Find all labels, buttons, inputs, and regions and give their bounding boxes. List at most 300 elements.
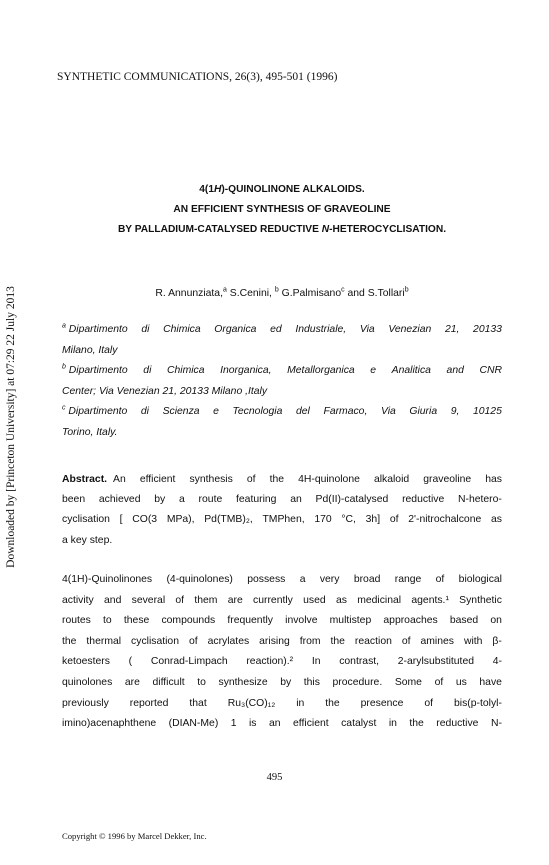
word-text: range: [394, 574, 422, 585]
text-word: [464, 632, 482, 653]
author-name: G.Palmisano: [278, 288, 342, 299]
text-word: [151, 652, 228, 673]
text-word: [408, 510, 481, 530]
text-word: [290, 490, 302, 510]
affiliation-text: 20133: [473, 324, 502, 335]
affiliation-line: Milano, Italy: [62, 344, 118, 356]
text-word: [402, 490, 444, 510]
word-text: compounds: [161, 615, 216, 627]
title-line-3: [62, 220, 502, 240]
text-word: [62, 611, 91, 632]
affiliation-mark: a: [62, 322, 66, 330]
affiliation-word: [213, 402, 219, 423]
word-text: from: [299, 635, 321, 647]
author-mark: b: [274, 286, 279, 294]
word-text: with: [463, 635, 483, 647]
word-text: arising: [259, 635, 290, 647]
word-text: agents.¹: [411, 594, 449, 606]
word-text: ketoesters: [62, 656, 110, 668]
word-text: frequently: [227, 615, 273, 627]
word-text: are: [124, 676, 140, 688]
text-word: [199, 490, 223, 510]
affiliation-text: and: [446, 365, 464, 376]
word-text: acrylates: [207, 635, 250, 647]
author-mark: b: [404, 286, 409, 294]
word-text: procedure.: [332, 676, 383, 688]
affiliation-text: Via: [380, 406, 396, 417]
text-word: [231, 714, 237, 735]
text-word: [357, 591, 401, 612]
word-text: MPa),: [166, 514, 195, 526]
word-text: 1: [230, 718, 237, 730]
text-word: [333, 673, 383, 694]
word-text: catalyst: [341, 718, 377, 730]
affiliation-text: Industriale,: [295, 324, 347, 335]
title-italic: H: [214, 184, 222, 195]
word-text: [: [119, 514, 123, 526]
word-text: of: [401, 635, 411, 647]
word-text: biological: [458, 574, 502, 585]
affiliation-text: Analitica: [391, 365, 431, 376]
word-text: currently: [253, 594, 293, 606]
word-text: bis(p-tolyl-: [453, 697, 502, 709]
affiliation-word: [295, 320, 346, 341]
word-text: thermal: [86, 635, 122, 647]
word-text: efficient: [139, 474, 176, 485]
word-text: achieved: [98, 494, 141, 506]
text-word: [339, 652, 379, 673]
word-text: difficult: [152, 676, 185, 688]
word-text: have: [479, 676, 502, 688]
text-word: [249, 714, 257, 735]
word-text: possess: [247, 574, 286, 585]
word-text: routes: [62, 615, 91, 627]
text-word: [228, 591, 243, 612]
word-text: very: [319, 574, 340, 585]
affiliation-text: Dipartimento: [68, 406, 128, 417]
abstract: [62, 470, 502, 551]
word-text: activity: [62, 594, 94, 606]
affiliation-text: di: [141, 324, 150, 335]
text-word: [99, 490, 141, 510]
text-word: [236, 490, 276, 510]
author-name: S.Cenini,: [226, 288, 275, 299]
text-word: [436, 570, 445, 591]
affiliation-word: [270, 320, 282, 341]
text-word: [325, 694, 339, 715]
word-text: of: [434, 676, 444, 688]
word-text: are: [227, 594, 243, 606]
text-word: [316, 490, 389, 510]
affiliation-word: [163, 320, 201, 341]
affiliation-text: 9,: [450, 406, 460, 417]
text-word: [204, 510, 252, 530]
text-word: [219, 673, 268, 694]
affiliation-word: [141, 402, 149, 423]
affiliation-word: [163, 402, 200, 423]
affiliation-word: [370, 361, 376, 382]
word-text: multistep: [329, 615, 372, 627]
text-word: [341, 510, 356, 530]
body-line: [62, 591, 502, 612]
abstract-line-4: a key step.: [62, 534, 113, 546]
body-line: [62, 714, 502, 735]
word-text: of: [246, 474, 256, 485]
word-text: 4H-quinolone: [298, 474, 360, 485]
body-line: [62, 694, 502, 715]
affiliation-text: Organica: [214, 324, 257, 335]
title-italic: N: [321, 224, 330, 235]
text-word: [366, 510, 380, 530]
affiliation-word: [451, 402, 460, 423]
affiliation-line: [62, 361, 502, 382]
text-word: [197, 673, 206, 694]
affiliation-text: Inorganica,: [220, 365, 272, 376]
affiliation-word: [473, 320, 502, 341]
word-text: route: [198, 494, 223, 506]
affiliation-line: Torino, Italy.: [62, 426, 118, 438]
text-word: [459, 570, 502, 591]
affiliation-mark: c: [62, 404, 66, 412]
word-text: an: [268, 718, 281, 730]
affiliation-text: Giuria: [409, 406, 438, 417]
text-word: [424, 694, 433, 715]
text-word: [374, 470, 409, 490]
text-word: [154, 490, 165, 510]
word-text: 2-arylsubstituted: [397, 656, 475, 668]
word-text: 3h]: [365, 514, 381, 526]
text-word: [293, 714, 329, 735]
word-text: by: [154, 494, 166, 506]
affiliation-word: [473, 402, 502, 423]
affiliation-text: e: [370, 365, 377, 376]
text-word: [454, 694, 502, 715]
word-text: been: [62, 494, 86, 506]
affiliation-line: [62, 402, 502, 423]
word-text: 4(1H)-Quinolinones: [62, 574, 153, 585]
author-list: [62, 288, 502, 299]
text-word: [175, 591, 184, 612]
text-word: [300, 570, 306, 591]
affiliation-text: del: [296, 406, 310, 417]
affiliation-text: 21,: [444, 324, 460, 335]
word-text: Some: [394, 676, 422, 688]
word-text: of: [175, 594, 185, 606]
text-word: [194, 591, 217, 612]
text-word: [492, 632, 501, 653]
text-word: [320, 570, 340, 591]
word-text: to: [103, 615, 112, 627]
text-word: [62, 652, 110, 673]
text-word: [62, 510, 110, 530]
text-word: [270, 470, 284, 490]
text-word: [132, 591, 166, 612]
text-word: [341, 714, 376, 735]
text-word: [129, 652, 132, 673]
text-word: [189, 694, 206, 715]
affiliation-text: Venezian: [388, 324, 432, 335]
word-text: In: [311, 656, 321, 668]
word-text: involve: [285, 615, 318, 627]
text-word: [458, 490, 502, 510]
text-word: [62, 694, 109, 715]
word-text: broad: [353, 574, 381, 585]
affiliation-text: Farmaco,: [323, 406, 368, 417]
body-paragraph: [62, 570, 502, 735]
body-line: [62, 673, 502, 694]
text-word: [409, 714, 423, 735]
word-text: β-: [492, 635, 502, 647]
text-word: [124, 611, 149, 632]
title-text: BY PALLADIUM-CATALYSED REDUCTIVE: [117, 224, 322, 235]
text-word: [132, 510, 157, 530]
text-word: [456, 673, 467, 694]
affiliation-line: [62, 320, 502, 341]
word-text: CO(3: [132, 514, 158, 526]
text-word: [383, 611, 437, 632]
download-notice-text: Downloaded by [Princeton University] at 07:29 22 July 2013: [4, 286, 17, 568]
text-word: [125, 673, 140, 694]
affiliation-word: [62, 361, 128, 382]
affiliation-text: Dipartimento: [68, 324, 128, 335]
word-text: Synthetic: [459, 594, 502, 606]
affiliation-text: Via: [359, 324, 375, 335]
word-text: 170: [314, 514, 332, 526]
word-text: contrast,: [339, 656, 380, 668]
title-text: )-QUINOLINONE ALKALOIDS.: [221, 184, 365, 195]
word-text: reductive: [436, 718, 479, 730]
word-text: a: [299, 574, 306, 585]
word-text: cyclisation: [62, 514, 110, 526]
affiliation-word: [143, 361, 151, 382]
text-word: [169, 714, 219, 735]
text-word: [62, 591, 94, 612]
copyright-notice: Copyright © 1996 by Marcel Dekker, Inc.: [62, 831, 207, 841]
word-text: efficient: [293, 718, 329, 730]
affiliation-word: [392, 361, 431, 382]
affiliation-word: [287, 361, 355, 382]
text-word: [189, 632, 198, 653]
word-text: them: [194, 594, 218, 606]
abstract-heading: Abstract.: [62, 474, 108, 485]
text-word: [436, 714, 478, 735]
affiliation-word: [62, 320, 128, 341]
affiliation-text: Tecnologia: [232, 406, 283, 417]
text-word: [398, 652, 474, 673]
word-text: cyclisation: [131, 635, 179, 647]
text-word: [130, 694, 169, 715]
word-text: previously: [62, 697, 109, 709]
affiliation-word: [296, 402, 310, 423]
text-word: [62, 490, 85, 510]
affiliation-word: [381, 402, 396, 423]
word-text: Pd(TMB)₂,: [204, 514, 253, 526]
word-text: the: [325, 697, 340, 709]
text-word: [179, 490, 185, 510]
text-word: [166, 570, 232, 591]
word-text: that: [189, 697, 207, 709]
word-text: featuring: [236, 494, 277, 506]
text-word: [300, 632, 321, 653]
text-word: [493, 652, 502, 673]
affiliation-text: Chimica: [166, 365, 205, 376]
word-text: synthesis: [189, 474, 233, 485]
word-text: (4-quinolones): [166, 574, 233, 585]
word-text: amines: [420, 635, 454, 647]
text-word: [402, 632, 411, 653]
word-text: several: [131, 594, 166, 606]
text-word: [62, 714, 156, 735]
text-word: [247, 470, 256, 490]
affiliation-word: [447, 361, 464, 382]
abstract-line-1: [62, 470, 502, 490]
text-word: [208, 632, 250, 653]
affiliation-word: [62, 402, 127, 423]
affiliation-word: [388, 320, 431, 341]
word-text: (: [128, 656, 133, 668]
text-word: [246, 652, 293, 673]
text-word: [62, 470, 126, 490]
word-text: of: [424, 697, 434, 709]
text-word: [361, 694, 404, 715]
affiliation-word: [445, 320, 459, 341]
word-text: N-hetero-: [458, 494, 502, 506]
title-line-1: [62, 180, 502, 200]
text-word: [259, 632, 290, 653]
text-word: [86, 632, 121, 653]
body-line: [62, 632, 502, 653]
text-word: [227, 611, 273, 632]
word-text: medicinal: [357, 594, 402, 606]
text-word: [420, 632, 454, 653]
text-word: [491, 510, 502, 530]
word-text: °C,: [341, 514, 356, 526]
word-text: a: [179, 494, 185, 506]
text-word: [269, 714, 281, 735]
word-text: of: [389, 514, 399, 526]
text-word: [423, 470, 471, 490]
word-text: approaches: [383, 615, 438, 627]
affiliation-text: e: [213, 406, 219, 417]
affiliation-word: [323, 402, 367, 423]
word-text: Ru₃(CO)₁₂: [227, 697, 276, 709]
text-word: [104, 591, 121, 612]
word-text: synthesize: [218, 676, 268, 688]
text-word: [103, 611, 112, 632]
word-text: (DIAN-Me): [168, 718, 219, 730]
text-word: [189, 470, 232, 490]
word-text: the: [269, 474, 285, 485]
text-word: [411, 591, 449, 612]
article-title: [62, 180, 502, 240]
text-word: [390, 510, 399, 530]
text-word: [62, 570, 152, 591]
body-line: [62, 570, 502, 591]
word-text: 4-: [492, 656, 502, 668]
affiliation-word: [479, 361, 502, 382]
word-text: reaction: [354, 635, 392, 647]
affiliation-text: Metallorganica: [287, 365, 355, 376]
text-word: [312, 652, 321, 673]
word-text: in: [388, 718, 397, 730]
text-word: [280, 673, 291, 694]
author-mark: a: [222, 286, 227, 294]
word-text: quinolones: [62, 676, 113, 688]
text-word: [355, 632, 392, 653]
text-word: [161, 611, 215, 632]
text-word: [330, 632, 344, 653]
word-text: these: [123, 615, 150, 627]
word-text: presence: [360, 697, 404, 709]
text-word: [395, 570, 422, 591]
text-word: [479, 673, 502, 694]
word-text: of: [188, 635, 198, 647]
title-text: -HETEROCYCLISATION.: [329, 224, 447, 235]
abstract-line-3: [62, 510, 502, 530]
word-text: and: [104, 594, 122, 606]
affiliation-word: [214, 320, 256, 341]
text-word: [450, 611, 478, 632]
download-notice: [2, 258, 19, 596]
text-word: [285, 611, 317, 632]
word-text: the: [409, 718, 424, 730]
affiliation-word: [220, 361, 271, 382]
word-text: An: [113, 474, 126, 485]
title-line-2: AN EFFICIENT SYNTHESIS OF GRAVEOLINE: [173, 204, 391, 215]
title-text: 4(1: [199, 184, 214, 195]
text-word: [303, 591, 326, 612]
text-word: [228, 694, 276, 715]
text-word: [62, 632, 76, 653]
affiliation-word: [141, 320, 149, 341]
affiliation-word: [167, 361, 205, 382]
text-word: [395, 673, 422, 694]
word-text: Pd(II)-catalysed: [315, 494, 389, 506]
word-text: as: [490, 514, 502, 526]
word-text: to: [197, 676, 206, 688]
text-word: [435, 673, 444, 694]
word-text: has: [485, 474, 502, 485]
word-text: this: [303, 676, 320, 688]
text-word: [354, 570, 381, 591]
text-word: [296, 694, 304, 715]
word-text: reported: [129, 697, 169, 709]
body-line: [62, 652, 502, 673]
page-number: 495: [266, 772, 283, 783]
text-word: [262, 510, 304, 530]
affiliation-line: Center; Via Venezian 21, 20133 Milano ,Italy: [62, 385, 268, 397]
text-word: [491, 714, 502, 735]
text-word: [330, 611, 372, 632]
word-text: of: [435, 574, 445, 585]
affiliation-text: di: [143, 365, 152, 376]
affiliation-word: [233, 402, 283, 423]
word-text: imino)acenaphthene: [62, 718, 157, 730]
word-text: reaction).²: [246, 656, 294, 668]
text-word: [247, 570, 285, 591]
affiliation-text: 10125: [472, 406, 502, 417]
text-word: [167, 510, 195, 530]
affiliation-text: ed: [270, 324, 282, 335]
affiliation-text: Chimica: [163, 324, 201, 335]
affiliation-text: CNR: [479, 365, 502, 376]
word-text: as: [335, 594, 347, 606]
author-name: R. Annunziata,: [155, 288, 223, 299]
body-line: [62, 611, 502, 632]
text-word: [253, 591, 293, 612]
text-word: [490, 611, 502, 632]
word-text: the: [330, 635, 345, 647]
